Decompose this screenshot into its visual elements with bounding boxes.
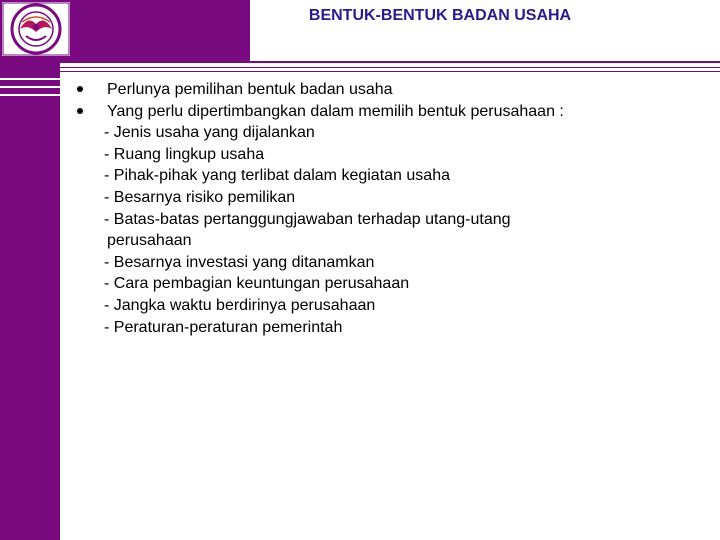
sidebar-stripe	[0, 94, 60, 96]
university-logo	[2, 2, 70, 56]
page-title: BENTUK-BENTUK BADAN USAHA	[308, 7, 572, 24]
sidebar-stripe	[0, 78, 60, 80]
sub-item: - Jangka waktu berdirinya perusahaan	[104, 296, 376, 314]
sub-item: - Jenis usaha yang dijalankan	[104, 124, 315, 142]
university-seal-icon	[2, 2, 70, 56]
sub-item: - Cara pembagian keuntungan perusahaan	[104, 275, 410, 293]
round-bullet-icon	[77, 108, 83, 114]
header-rule-thin	[60, 71, 720, 72]
bullet-item	[77, 101, 707, 123]
bullet-text: Perlunya pemilihan bentuk badan usaha	[107, 81, 393, 98]
header-rule-thin	[60, 67, 720, 68]
round-bullet-icon	[77, 86, 83, 92]
slide-content	[77, 79, 707, 338]
header-rule	[60, 61, 720, 63]
left-sidebar-bar	[0, 62, 60, 540]
sub-item: - Besarnya risiko pemilikan	[104, 188, 296, 206]
sub-item-continuation: perusahaan	[107, 232, 192, 250]
bullet-text: Yang perlu dipertimbangkan dalam memilih bentuk perusahaan :	[107, 102, 564, 120]
bullet-item	[77, 79, 707, 101]
sub-item: - Pihak-pihak yang terlibat dalam kegiatan usaha	[104, 167, 450, 185]
sub-item: - Peraturan-peraturan pemerintah	[104, 318, 343, 336]
sidebar-stripe	[0, 86, 60, 88]
sub-item: - Ruang lingkup usaha	[104, 145, 265, 163]
sub-item: - Besarnya investasi yang ditanamkan	[104, 253, 375, 271]
sub-item: - Batas-batas pertanggungjawaban terhadap utang-utang	[104, 210, 511, 228]
